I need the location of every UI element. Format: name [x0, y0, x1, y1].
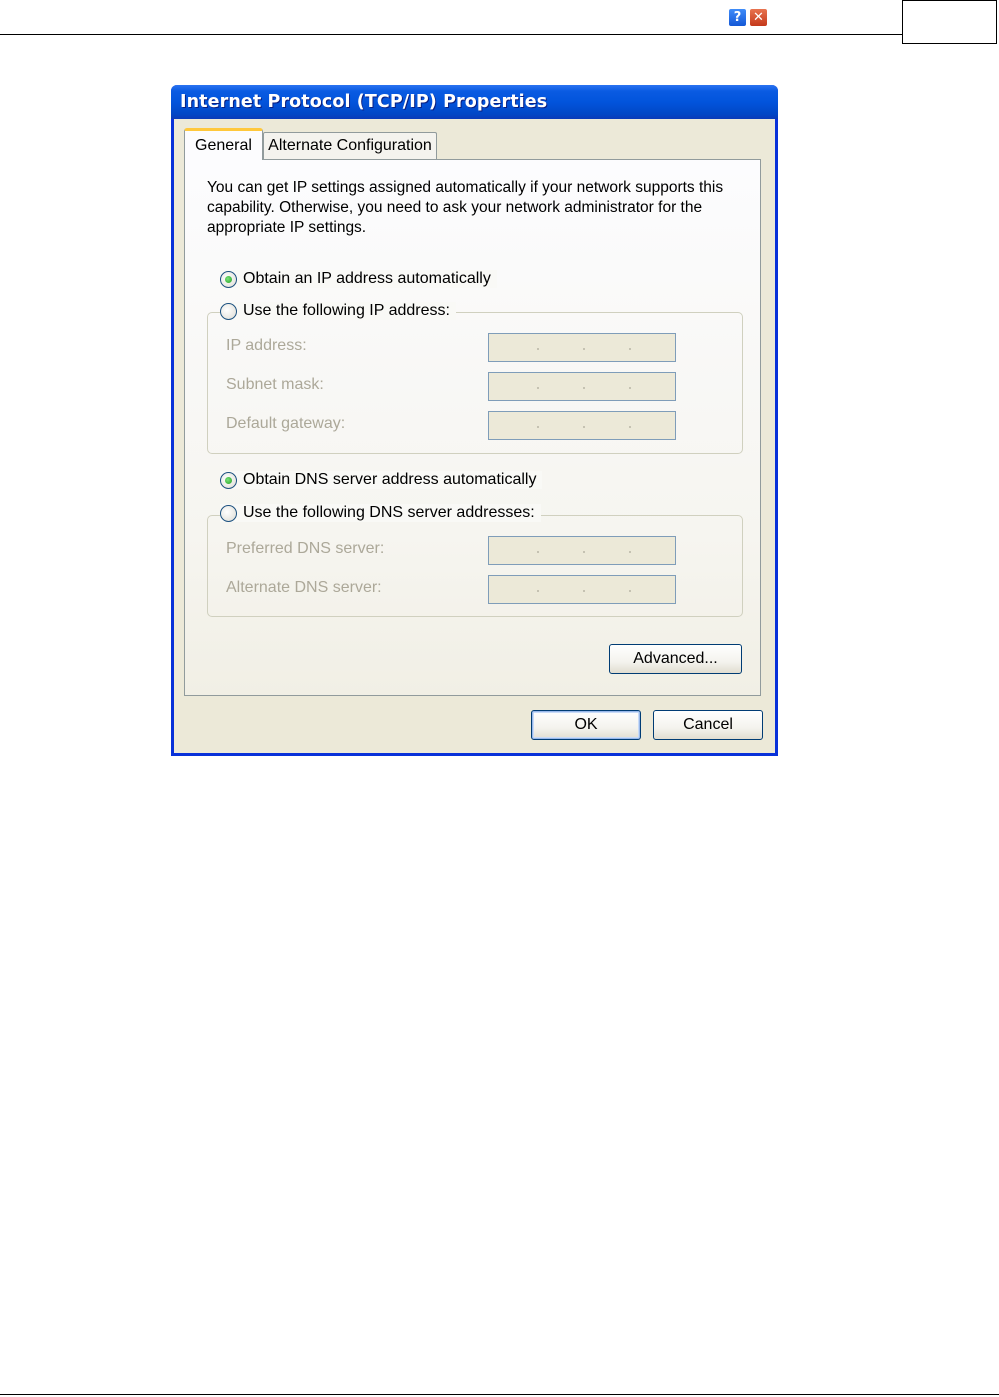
- radio-unchecked-icon[interactable]: [220, 303, 237, 320]
- page-header-rule: [0, 34, 902, 35]
- help-icon: ?: [733, 10, 742, 25]
- radio-use-following-dns[interactable]: [220, 504, 541, 522]
- dialog-title: Internet Protocol (TCP/IP) Properties: [180, 92, 548, 112]
- tab-general-label: General: [195, 137, 252, 154]
- help-button[interactable]: [728, 8, 747, 27]
- preferred-dns-label: Preferred DNS server:: [226, 540, 385, 557]
- close-button[interactable]: [749, 8, 768, 27]
- radio-checked-icon[interactable]: [220, 271, 237, 288]
- radio-use-following-ip[interactable]: [220, 302, 456, 320]
- alternate-dns-label: Alternate DNS server:: [226, 579, 382, 596]
- default-gateway-label: Default gateway:: [226, 415, 346, 432]
- page-number-box: [902, 0, 997, 44]
- obtain-dns-auto-label: Obtain DNS server address automatically: [243, 471, 537, 488]
- subnet-mask-label: Subnet mask:: [226, 376, 324, 393]
- tab-alternate-configuration-label: Alternate Configuration: [268, 137, 432, 154]
- advanced-button[interactable]: Advanced...: [609, 644, 742, 674]
- tab-alternate-configuration[interactable]: [263, 132, 437, 159]
- obtain-ip-auto-label: Obtain an IP address automatically: [243, 270, 491, 287]
- radio-unchecked-icon[interactable]: [220, 505, 237, 522]
- radio-obtain-ip-auto[interactable]: [220, 270, 497, 288]
- use-following-dns-label: Use the following DNS server addresses:: [243, 504, 535, 521]
- close-icon: ✕: [753, 10, 764, 25]
- tab-general[interactable]: [184, 128, 263, 160]
- cancel-button[interactable]: Cancel: [653, 710, 763, 740]
- radio-obtain-dns-auto[interactable]: [220, 471, 542, 489]
- default-gateway-field[interactable]: [488, 411, 676, 440]
- ip-address-label: IP address:: [226, 337, 307, 354]
- use-following-ip-label: Use the following IP address:: [243, 302, 450, 319]
- ok-button[interactable]: OK: [531, 710, 641, 740]
- preferred-dns-field[interactable]: [488, 536, 676, 565]
- alternate-dns-field[interactable]: [488, 575, 676, 604]
- description-text: You can get IP settings assigned automatically if your network supports this capability. Otherwise, you need to ask your network administrator for the appropriate IP settings.: [207, 179, 724, 236]
- subnet-mask-field[interactable]: [488, 372, 676, 401]
- page-footer-rule: [0, 1394, 999, 1395]
- title-bar[interactable]: [171, 85, 778, 119]
- ip-address-field[interactable]: [488, 333, 676, 362]
- radio-checked-icon[interactable]: [220, 472, 237, 489]
